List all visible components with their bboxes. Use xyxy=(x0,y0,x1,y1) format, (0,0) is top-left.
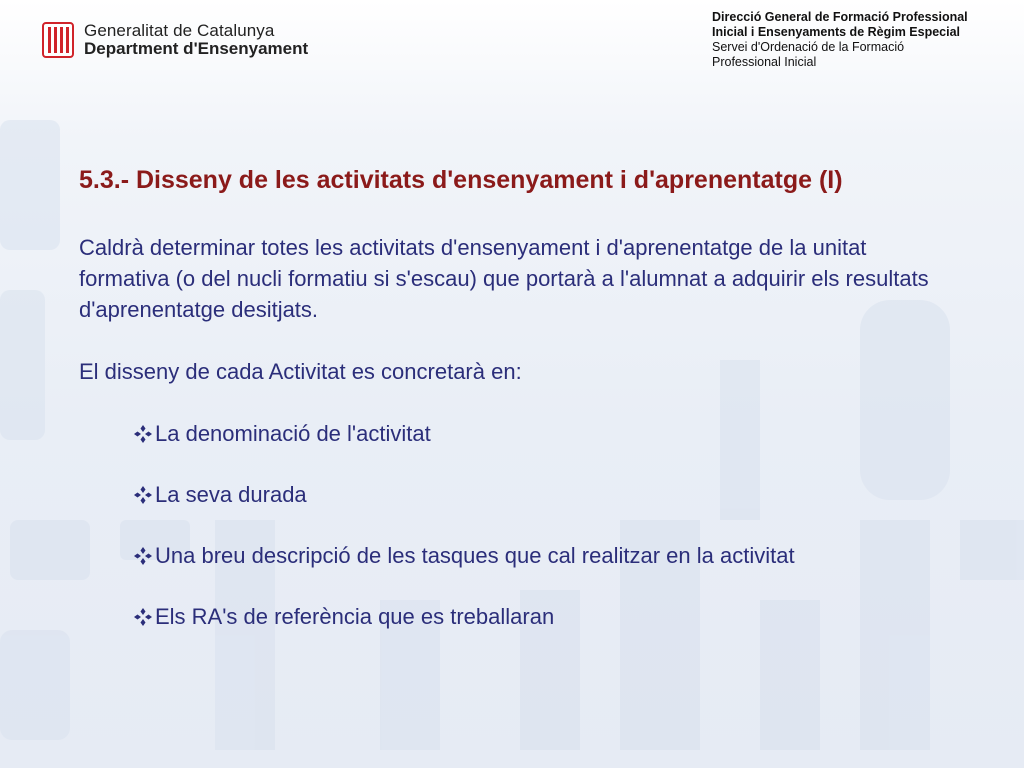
list-item xyxy=(133,540,795,571)
design-paragraph: El disseny de cada Activitat es concretarà en: xyxy=(79,359,522,384)
list-item-text: La seva durada xyxy=(155,481,307,507)
header-directorate xyxy=(712,10,1020,70)
diamond-bullet-icon xyxy=(133,546,153,566)
activity-design-list xyxy=(133,418,795,662)
diamond-bullet-icon xyxy=(133,424,153,444)
list-item-text: Una breu descripció de les tasques que cal realitzar en la activitat xyxy=(155,542,795,568)
list-item xyxy=(133,479,795,510)
list-item xyxy=(133,418,795,449)
diamond-bullet-icon xyxy=(133,485,153,505)
diamond-bullet-icon xyxy=(133,607,153,627)
list-item-text: Els RA's de referència que es treballaran xyxy=(155,603,555,629)
logo-line-department: Department d'Ensenyament xyxy=(84,39,309,58)
directorate-line-2: Inicial i Ensenyaments de Règim Especial xyxy=(712,25,961,39)
generalitat-logo xyxy=(42,22,308,58)
list-item xyxy=(133,601,795,632)
slide-title: 5.3.- Disseny de les activitats d'ensenyament i d'aprenentatge (I) xyxy=(79,166,843,194)
senyera-emblem-icon xyxy=(42,22,74,58)
directorate-line-1: Direcció General de Formació Professional xyxy=(712,10,968,24)
service-line-2: Professional Inicial xyxy=(712,55,817,69)
service-line-1: Servei d'Ordenació de la Formació xyxy=(712,40,905,54)
logo-line-generalitat: Generalitat de Catalunya xyxy=(84,21,275,40)
list-item-text: La denominació de l'activitat xyxy=(155,420,431,446)
intro-paragraph: Caldrà determinar totes les activitats d'ensenyament i d'aprenentatge de la unitat formativa (o del nucli formatiu si s'escau) que portarà a l'alumnat a adquirir els resultats d'aprenentatge desitjats. xyxy=(79,235,929,322)
